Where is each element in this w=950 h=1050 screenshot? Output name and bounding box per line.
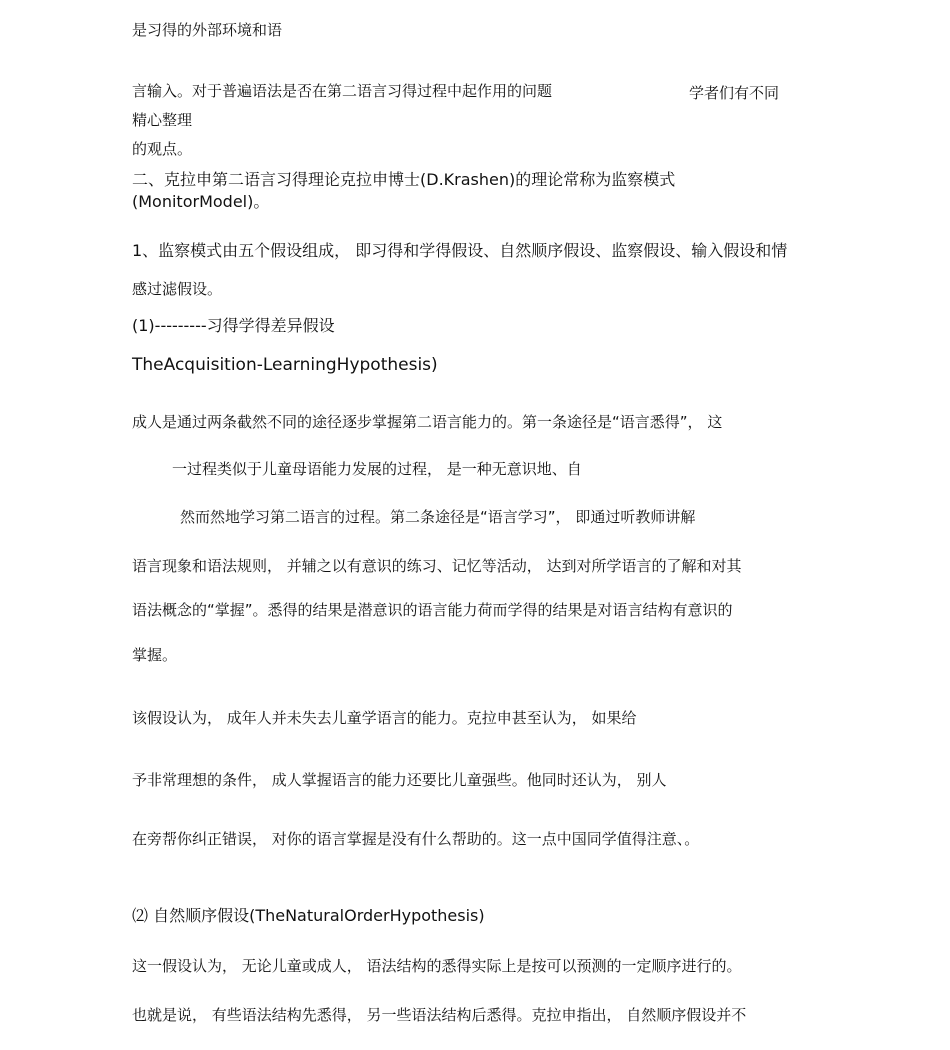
text-line: 是习得的外部环境和语 <box>132 21 283 39</box>
subsection-heading: TheAcquisition-LearningHypothesis) <box>132 355 438 375</box>
header-note: 精心整理 <box>132 111 193 129</box>
text-line: 语法概念的“掌握”。悉得的结果是潜意识的语言能力荷而学得的结果是对语言结构有意识的 <box>132 601 733 619</box>
text-line: 言输入。对于普遍语法是否在第二语言习得过程中起作用的问题 <box>132 82 553 100</box>
text-line: 一过程类似于儿童母语能力发展的过程， 是一种无意识地、自 <box>172 460 582 478</box>
text-line: 成人是通过两条截然不同的途径逐步掌握第二语言能力的。第一条途径是“语言悉得”， 这 <box>132 413 723 431</box>
text-line: 予非常理想的条件， 成人掌握语言的能力还要比儿童强些。他同时还认为， 别人 <box>132 771 667 789</box>
text-line: 掌握。 <box>132 646 178 664</box>
text-line: 感过滤假设。 <box>132 280 223 298</box>
subsection-heading: (1)---------习得学得差异假设 <box>132 316 335 335</box>
text-line: 在旁帮你纠正错误， 对你的语言掌握是没有什么帮助的。这一点中国同学值得注意、。 <box>132 830 700 848</box>
section-heading: 二、克拉申第二语言习得理论克拉申博士(D.Krashen)的理论常称为监察模式 <box>132 170 676 189</box>
text-line: 然而然地学习第二语言的过程。第二条途径是“语言学习”， 即通过听教师讲解 <box>180 508 696 526</box>
text-line: 这一假设认为， 无论儿童或成人， 语法结构的悉得实际上是按可以预测的一定顺序进行的。 <box>132 957 742 975</box>
text-line: 的观点。 <box>132 140 193 158</box>
subsection-heading: ⑵ 自然顺序假设(TheNaturalOrderHypothesis) <box>132 906 485 925</box>
text-line: 该假设认为， 成年人并未失去儿童学语言的能力。克拉申甚至认为， 如果给 <box>132 709 637 727</box>
text-line: 也就是说， 有些语法结构先悉得， 另一些语法结构后悉得。克拉申指出， 自然顺序假设并不 <box>132 1006 747 1024</box>
text-line: 1、监察模式由五个假设组成， 即习得和学得假设、自然顺序假设、监察假设、输入假设和情 <box>132 241 788 260</box>
text-fragment: 学者们有不同 <box>689 84 780 102</box>
section-heading: (MonitorModel)。 <box>132 192 270 211</box>
text-line: 语言现象和语法规则， 并辅之以有意识的练习、记忆等活动， 达到对所学语言的了解和对其 <box>132 557 742 575</box>
